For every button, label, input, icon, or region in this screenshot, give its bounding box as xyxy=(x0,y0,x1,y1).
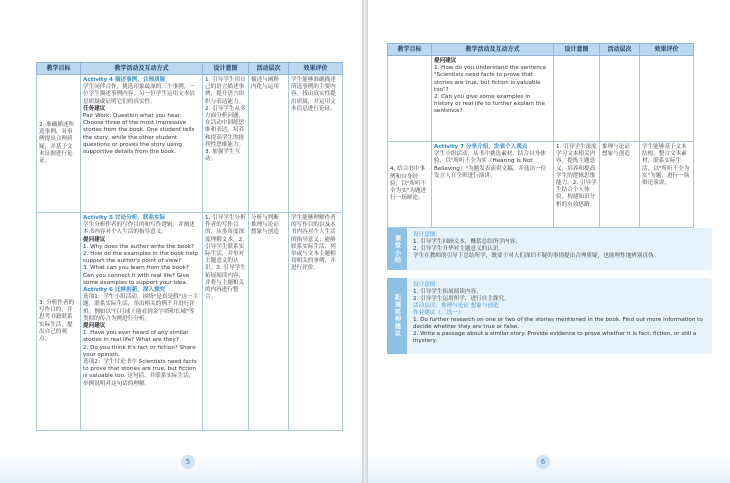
question-item: 2. Can you give some examples in history or real life to further explain the sentence? xyxy=(434,94,545,115)
question-item: 1. Why does the author write the book? xyxy=(83,243,194,250)
activity-text: 学生小组活动，从书中挑选素材，结合自身体验，以"所听不全为实（Hearing Is Not Believing）"为题发表演讲文稿，并选出一位发言人在全班进行演讲。 xyxy=(434,151,547,179)
question-title: 提问建议 xyxy=(434,58,457,64)
goal-cell xyxy=(37,75,81,213)
activity-title: Activity 6 迁移创新，深入探究 xyxy=(83,287,166,294)
right-lesson-table xyxy=(387,43,694,228)
option-text: 选项2：学生讨论书中 Scientists need facts to prove that stories are true, but fiction is valuable too. 这句话，并联系实际生活，举例说明对这句话的理解。 xyxy=(83,359,197,387)
activity-text: 学生分析作者的写作目的和写作逻辑，并阐述本书内容对个人生活的指导意义。 xyxy=(83,222,195,236)
box-content xyxy=(413,282,708,345)
goal-cell xyxy=(388,56,432,142)
activity-text: 学生同伴合作，挑选印象最深的三个事例，一位学生描述事例内容，另一位学生运用文本信息质疑或证明它们的真实性。 xyxy=(83,84,195,105)
box-label: 课堂小结 xyxy=(387,228,407,270)
header-goal: 教学目标 xyxy=(37,63,81,75)
question-title: 提问建议 xyxy=(83,323,106,330)
activity-title: Activity 5 讨论分析，联系实际 xyxy=(83,215,166,221)
left-page xyxy=(0,0,362,483)
eval-cell xyxy=(640,56,694,142)
eval-cell: 学生能够理解作者的写作目的以及本书内容对个人生活的指导意义；能够联系实际生活，列举或与文本主题相切相关的事例，并进行评价。 xyxy=(289,213,343,431)
header-goal: 教学目标 xyxy=(388,44,432,56)
box-item: 学生在教师的引导下总结所学，既要于对人们深信不疑的事情提出合理质疑，也能理性地辨别真伪。 xyxy=(413,253,660,259)
box-content xyxy=(413,232,708,260)
header-level: 活动层次 xyxy=(249,63,289,75)
box-title: 设计意图： xyxy=(413,282,441,288)
question-item: 2. Do you think it's fact or fiction? Share your opinion. xyxy=(83,344,196,358)
goal-cell xyxy=(388,142,432,228)
question-item: 1. Have you ever heard of any similar stories in real life? What are they? xyxy=(83,330,189,344)
box-title: 设计意图： xyxy=(413,232,441,238)
right-table-header-row xyxy=(388,44,694,56)
box-item: 作业建议（二选一）： xyxy=(413,310,467,316)
task-title: 任务建议 xyxy=(83,105,106,112)
left-lesson-table xyxy=(36,62,343,431)
eval-cell: 学生能够准确描述所选事例的主要内容，找出真实性提出质疑，并运用文本信息进行论证。 xyxy=(289,75,343,213)
goal-text: 2. 准确描述所选事例，对事例提出合理质疑，并基于文本证据进行论证。 xyxy=(39,121,75,164)
question-item: 2. How do the examples in the book help support the author's point of view? xyxy=(83,251,198,265)
header-eval: 效果评价 xyxy=(640,44,694,56)
goal-text: 4. 结合书中事例和自身经验，以"所听不全为实"为题进行一场辩论。 xyxy=(390,166,427,202)
level-cell: 推理与论证 想象与创造 xyxy=(600,142,640,228)
left-table-header-row xyxy=(37,63,343,75)
task-text: Pair Work: Question what you hear. Choose three of the most impressive stories from the book. One student tells the story, while the other student questions or proves the story using supportive details from the book. xyxy=(83,113,195,156)
header-activity: 教学活动及互动方式 xyxy=(432,44,554,56)
box-item: 2. 引导学生运用所学，进行自主探究。 xyxy=(413,296,510,302)
question-title: 提问建议 xyxy=(83,236,106,243)
table-row xyxy=(37,75,343,213)
intent-cell: 1. 引导学生分析作者的写作目的，从多角度深度理解文本。2. 引导学生联系实际生活，并举对主题意义的认识。3. 引导学生拓展阅读内容，并将与主题相关的内容进行整合。 xyxy=(203,213,249,431)
level-cell: 分析与判断 推理与论证 想象与创造 xyxy=(249,213,289,431)
activity-cell xyxy=(432,142,554,228)
page-number: 5 xyxy=(181,455,195,469)
box-item: 2. 引导学生升华对主题意义的认识。 xyxy=(413,246,505,252)
extension-box xyxy=(387,278,712,354)
header-intent: 设计意图 xyxy=(203,63,249,75)
table-row xyxy=(388,142,694,228)
box-label: 拓展延伸建议 xyxy=(387,278,407,354)
activity-cell xyxy=(432,56,554,142)
page-number: 6 xyxy=(536,455,550,469)
activity-cell xyxy=(81,75,203,213)
class-summary-box xyxy=(387,228,712,270)
activity-text: 选项1：学生小组活动，围绕"是真是假"这一主题，联系实际生活，举出相关的例子并进行评价。例如以"红月球上能看到金字塔和长城"等类似的传言为例进行分析。 xyxy=(83,294,198,322)
level-cell: 描述与阐释 内化与运用 xyxy=(249,75,289,213)
activity-title: Activity 7 分享介绍，发表个人观点 xyxy=(434,144,528,150)
table-row xyxy=(37,213,343,431)
goal-cell xyxy=(37,213,81,431)
intent-cell: 1. 引导学生用自己的语言描述事例，提升语言组织与表达能力。2. 引导学生从多方面分析问题，在活动中训练思维和表达。培养和提高学生的批判性思维能力。3. 加强学生互动。 xyxy=(203,75,249,213)
header-eval: 效果评价 xyxy=(289,63,343,75)
intent-cell xyxy=(554,56,600,142)
header-intent: 设计意图 xyxy=(554,44,600,56)
eval-cell: 学生能够基于文本结构，整合文本素材，联系实际生活，以"所听不全为实"为题，进行一场辩论演讲。 xyxy=(640,142,694,228)
level-cell xyxy=(600,56,640,142)
box-item: 活动层次：推理与论证 想象与创造 xyxy=(413,303,499,309)
goal-text: 3. 分析作者的写作目的，并思考书籍联系实际生活，提出自己的观点。 xyxy=(39,299,75,342)
homework-item: 2. Write a passage about a similar story. Provide evidence to prove whether it is fact, fiction, or still a mystery. xyxy=(413,331,697,344)
header-level: 活动层次 xyxy=(600,44,640,56)
box-item: 1. 引导学生拓展阅读内容； xyxy=(413,289,482,295)
activity-cell xyxy=(81,213,203,431)
header-activity: 教学活动及互动方式 xyxy=(81,63,203,75)
intent-cell: 1. 引导学生深度学习文本相关内容，提炼主题意义，培养和提高学生的逻辑思维能力。2. 引导学生结合个人体验，构建知识分析的有效思路。 xyxy=(554,142,600,228)
table-row xyxy=(388,56,694,142)
box-item: 1. 引导学生回顾文本，概括总结所学内容； xyxy=(413,239,521,245)
homework-item: 1. Do further research on one or two of the stories mentioned in the book. Find out more information to decide whether they are true or false. xyxy=(413,317,703,330)
activity-title: Activity 4 描述事例，合理质疑 xyxy=(83,77,166,83)
question-item: 1. How do you understand the sentence "Scientists need facts to prove that stories are true, but fiction is valuable too"? xyxy=(434,65,547,93)
question-item: 3. What can you learn from the book? Can you connect it with real life? Give some examples to support your idea. xyxy=(83,265,190,286)
